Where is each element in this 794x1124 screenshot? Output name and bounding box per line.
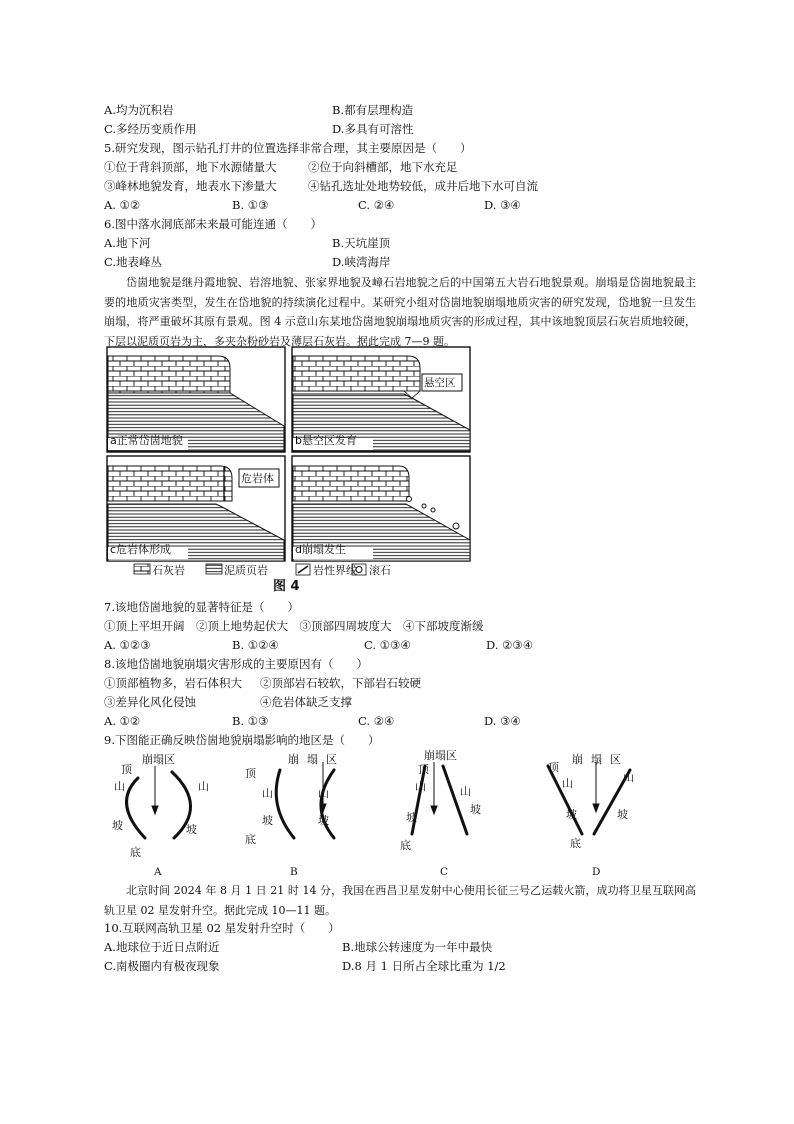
diagram-c-right-slope xyxy=(443,766,467,834)
callout-dangerous-rock: 危岩体 xyxy=(241,472,274,485)
diagram-b-letter: B xyxy=(290,866,298,878)
q5-statement-4: ④钻孔选址处地势较低，成井后地下水可自流 xyxy=(308,179,538,193)
diagram-c-bottom-label: 底 xyxy=(400,839,411,852)
q7-option-a: A. ①②③ xyxy=(104,638,151,652)
legend-boundary-swatch xyxy=(296,564,310,575)
diagram-d-slope-label: 坡 xyxy=(566,808,577,821)
q5-option-c: C. ②④ xyxy=(358,198,395,212)
q6-option-a: A.地下河 xyxy=(104,236,151,250)
panel-d-label: d崩塌发生 xyxy=(295,543,346,556)
legend-boundary-label: 岩性界线 xyxy=(313,564,357,577)
panel-a-label: a正常岱崮地貌 xyxy=(110,434,183,447)
diagram-b-slope-label: 坡 xyxy=(262,814,273,827)
q4-option-d: D.多具有可溶性 xyxy=(332,122,414,136)
diagram-a-top-label: 顶 xyxy=(121,763,132,776)
diagram-c-slope-label: 坡 xyxy=(406,811,417,824)
q9-stem: 9.下图能正确反映岱崮地貌崩塌影响的地区是（ ） xyxy=(104,733,380,747)
diagram-c-mountain-label: 山 xyxy=(415,780,426,793)
callout-overhang-zone: 悬空区 xyxy=(424,377,456,389)
q5-option-b: B. ①③ xyxy=(232,198,269,212)
diagram-a-left-slope xyxy=(127,778,145,838)
diagram-a-letter: A xyxy=(154,866,162,878)
diagram-c-zone-label: 崩塌区 xyxy=(424,749,457,762)
diagram-b-mountain-label: 山 xyxy=(262,787,273,800)
diagram-a-mountain-right-label: 山 xyxy=(198,780,209,793)
q8-option-d: D. ③④ xyxy=(484,714,521,728)
q4-option-c: C.多经历变质作用 xyxy=(104,122,197,136)
q7-stem: 7.该地岱崮地貌的显著特征是（ ） xyxy=(104,600,299,614)
q5-statement-3: ③峰林地貌发育，地表水下渗量大 xyxy=(104,179,277,193)
q10-stem: 10.互联网高轨卫星 02 星发射升空时（ ） xyxy=(104,921,340,935)
legend-shale-label: 泥质页岩 xyxy=(224,564,268,577)
diagram-d-mountain-label: 山 xyxy=(562,777,573,790)
q5-statement-1: ①位于背斜顶部，地下水源储量大 xyxy=(104,160,277,174)
diagram-d-top-label: 顶 xyxy=(548,761,559,774)
q6-option-b: B.天坑崖顶 xyxy=(332,236,391,250)
q8-statement-2: ②顶部岩石较软，下部岩石较硬 xyxy=(260,676,421,690)
q5-option-a: A. ①② xyxy=(104,198,141,212)
q8-statement-4: ④危岩体缺乏支撑 xyxy=(260,695,352,709)
q4-option-b: B.都有层理构造 xyxy=(332,103,414,117)
panel-b-label: b悬空区发育 xyxy=(295,434,357,447)
diagram-b-mountain-right-label: 山 xyxy=(318,787,329,800)
q5-statement-2: ②位于向斜槽部，地下水充足 xyxy=(308,160,458,174)
q7-statements: ①顶上平坦开阔 ②顶上地势起伏大 ③顶部四周坡度大 ④下部坡度渐缓 xyxy=(104,619,484,633)
q8-option-c: C. ②④ xyxy=(358,714,395,728)
q6-option-c: C.地表峰丛 xyxy=(104,255,163,269)
q10-option-c: C.南极圈内有极夜现象 xyxy=(104,959,220,973)
diagram-a-slope-label: 坡 xyxy=(112,819,123,832)
q8-statement-1: ①顶部植物多，岩石体积大 xyxy=(104,676,242,690)
q7-option-c: C. ①③④ xyxy=(364,638,411,652)
q8-stem: 8.该地岱崮地貌崩塌灾害形成的主要原因有（ ） xyxy=(104,657,368,671)
q6-option-d: D.峡湾海岸 xyxy=(332,255,391,269)
diagram-a-mountain-label: 山 xyxy=(114,780,125,793)
diagram-c-letter: C xyxy=(440,866,449,878)
q8-statement-3: ③差异化风化侵蚀 xyxy=(104,695,196,709)
legend-boulder-label: 滚石 xyxy=(369,564,391,577)
legend-limestone-swatch xyxy=(134,564,150,574)
diagram-c-slope-right-label: 坡 xyxy=(470,803,481,816)
figure-4-caption: 图 4 xyxy=(273,579,300,594)
passage-daigu-landform: 岱崮地貌是继丹霞地貌、岩溶地貌、张家界地貌及嶂石岩地貌之后的中国第五大岩石地貌景观。崩塌是岱崮地貌最主要的地质灾害类型，发生在岱地貌的持续演化过程中。某研究小组对岱崮地貌崩塌地质灾害的研究发现，岱地貌一旦发生崩塌，将严重破坏其原有景观。图 4 示意山东某地岱崮地貌崩塌地质灾害的形成过程，其中该地貌顶层石灰岩质地较硬，下层以泥质页岩为主，多夹杂粉砂岩及薄层石灰岩。据此完成 7—9 题。 xyxy=(104,276,696,348)
q7-option-d: D. ②③④ xyxy=(486,638,534,652)
diagram-d-mountain-right-label: 山 xyxy=(623,771,634,784)
diagram-c-top-label: 顶 xyxy=(418,763,429,776)
diagram-a-bottom-label: 底 xyxy=(130,846,141,859)
q10-option-b: B.地球公转速度为一年中最快 xyxy=(342,940,493,954)
passage-satellite-launch: 北京时间 2024 年 8 月 1 日 21 时 14 分，我国在西昌卫星发射中心使用长征三号乙运载火箭，成功将卫星互联网高轨卫星 02 星发射升空。据此完成 10—11 题。 xyxy=(104,884,696,917)
q5-option-d: D. ③④ xyxy=(484,198,521,212)
diagram-d-letter: D xyxy=(592,866,601,878)
diagram-d-bottom-label: 底 xyxy=(570,837,581,850)
q6-stem: 6.图中落水洞底部未来最可能连通（ ） xyxy=(104,217,322,231)
diagram-b-top-label: 顶 xyxy=(245,767,256,780)
diagram-b-bottom-label: 底 xyxy=(245,833,256,846)
q10-option-d: D.8 月 1 日所占全球比重为 1/2 xyxy=(342,959,506,973)
diagram-a-slope-right-label: 坡 xyxy=(186,823,197,836)
diagram-d-slope-right-label: 坡 xyxy=(617,808,628,821)
legend-shale-swatch xyxy=(206,564,222,574)
diagram-a-zone-label: 崩塌区 xyxy=(142,753,175,766)
q7-option-b: B. ①②④ xyxy=(232,638,279,652)
q8-option-b: B. ①③ xyxy=(232,714,269,728)
panel-c-label: c危岩体形成 xyxy=(110,543,172,556)
q4-option-a: A.均为沉积岩 xyxy=(104,103,174,117)
diagram-b-slope-right-label: 坡 xyxy=(318,814,329,827)
diagram-c-mountain-right-label: 山 xyxy=(460,785,471,798)
diagram-d-zone-label: 崩塌区 xyxy=(572,753,629,766)
q8-option-a: A. ①② xyxy=(104,714,141,728)
q10-option-a: A.地球位于近日点附近 xyxy=(104,940,220,954)
diagram-b-zone-label: 崩塌区 xyxy=(288,753,345,766)
diagram-b-left-slope xyxy=(276,770,294,838)
legend-limestone-label: 石灰岩 xyxy=(152,564,185,577)
q5-stem: 5.研究发现，图示钻孔打井的位置选择非常合理，其主要原因是（ ） xyxy=(104,141,472,155)
